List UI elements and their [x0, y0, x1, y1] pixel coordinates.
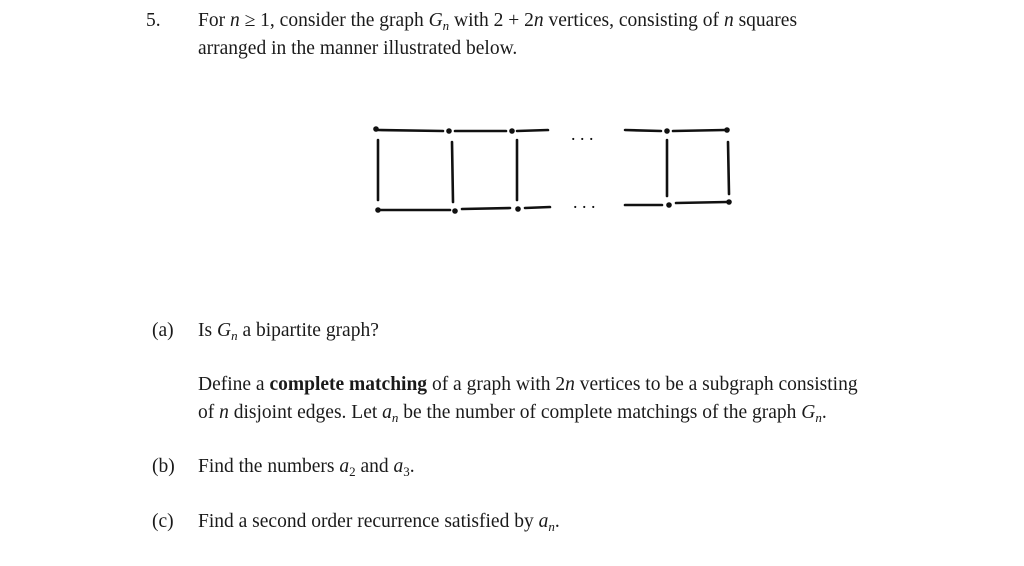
graph-vertex [515, 206, 521, 212]
graph-vertex [446, 128, 452, 134]
graph-edge [378, 130, 443, 131]
graph-edge [673, 130, 725, 131]
graph-edge [452, 142, 453, 202]
figure-ellipsis-bottom: . . . [573, 192, 596, 212]
graph-vertex [724, 127, 730, 133]
part-c-question: Find a second order recurrence satisfied by $a_n$. [198, 511, 560, 534]
part-b-label: (b) [152, 456, 175, 477]
graph-vertex [666, 202, 672, 208]
part-c-label: (c) [152, 511, 174, 532]
graph-edge [525, 207, 550, 208]
graph-edge [625, 130, 661, 131]
problem-intro-line-2: arranged in the manner illustrated below. [198, 38, 518, 59]
graph-vertex [375, 207, 381, 213]
problem-intro-line-1: For n ≥ 1, consider the graph $G_n$ with 2 + 2n vertices, consisting of n squares [198, 10, 798, 33]
definition-line-1: Define a complete matching of a graph with 2n vertices to be a subgraph consisting [198, 374, 858, 395]
part-b-question: Find the numbers $a_2$ and $a_3$. [198, 456, 415, 479]
problem-number: 5. [146, 10, 161, 31]
figure-ellipsis-top: . . . [571, 124, 594, 144]
graph-edge [676, 202, 727, 203]
definition-line-2: of n disjoint edges. Let $a_n$ be the number of complete matchings of the graph $G_n$. [198, 402, 827, 425]
graph-vertex [509, 128, 515, 134]
graph-vertex [726, 199, 732, 205]
graph-vertex [373, 126, 379, 132]
graph-vertex [452, 208, 458, 214]
graph-edge [517, 130, 548, 131]
graph-edge [728, 142, 729, 194]
part-a-question: Is $G_n$ a bipartite graph? [198, 320, 379, 343]
graph-edge [462, 208, 510, 209]
part-a-label: (a) [152, 320, 174, 341]
graph-vertex [664, 128, 670, 134]
